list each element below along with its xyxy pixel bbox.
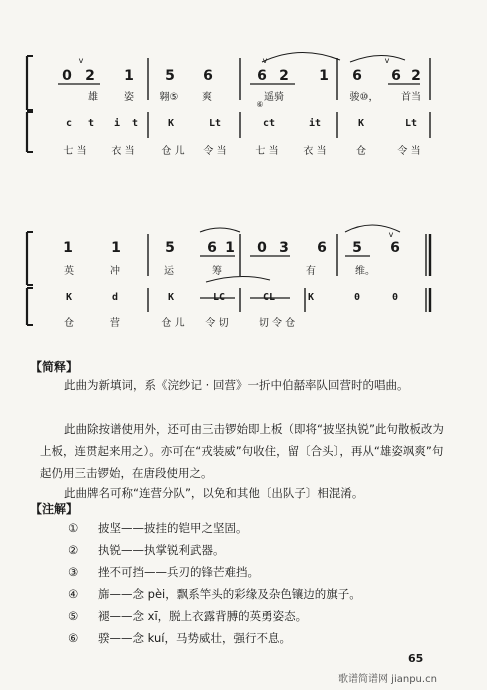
perc: t xyxy=(131,118,139,129)
annotation-text: 执锐——执掌锐利武器。 xyxy=(98,543,225,557)
note: 1 xyxy=(124,68,134,84)
note: 6 xyxy=(207,240,217,256)
annotation-item xyxy=(40,608,450,628)
perc-syllable: 七 当 xyxy=(255,146,279,157)
annotation-number: ① xyxy=(68,521,79,535)
perc-syllable: 仓 儿 xyxy=(161,318,185,329)
note: 2 xyxy=(85,68,95,84)
perc: K xyxy=(65,292,73,303)
annotation-item xyxy=(40,630,450,650)
breath-mark: v xyxy=(384,56,390,65)
note: 6 xyxy=(390,240,400,256)
perc: 0 xyxy=(353,292,361,303)
annotation-item xyxy=(40,564,450,584)
annotation-text: 旆——念 pèi，飘系竿头的彩缘及杂色镶边的旗子。 xyxy=(98,587,361,601)
perc: it xyxy=(308,118,322,129)
note: 5 xyxy=(165,68,175,84)
perc: K xyxy=(167,118,175,129)
lyric: 维。 xyxy=(355,266,375,277)
perc: Lt xyxy=(404,118,418,129)
note: 0 xyxy=(62,68,72,84)
perc: c xyxy=(65,118,73,129)
perc: K xyxy=(307,292,315,303)
annotation-text: 骙——念 kuí，马势威壮，强行不息。 xyxy=(98,631,291,645)
perc: i xyxy=(113,118,121,129)
watermark: 歌谱简谱网 jianpu.cn xyxy=(338,674,437,685)
annotation-number: ⑤ xyxy=(68,609,79,623)
lyric: 有 xyxy=(306,266,316,277)
note: 6 xyxy=(391,68,401,84)
perc-syllable: 七 当 xyxy=(63,146,87,157)
lyric: 姿 xyxy=(124,92,134,103)
perc-syllable: 衣 当 xyxy=(111,146,135,157)
note: 1 xyxy=(111,240,121,256)
perc: K xyxy=(357,118,365,129)
perc: CL xyxy=(262,292,276,303)
page-number: 65 xyxy=(408,652,424,665)
paragraph: 此曲除按谱使用外，还可由三击锣始即上板（即将“披坚执锐”此句散板改为上板，连贯起来用之）。亦可在“戎装威”句收住，留〔合头〕，再从“雄姿飒爽”句起仍用三击锣始，在唐段使用之。 xyxy=(40,422,444,480)
perc-syllable: 令 当 xyxy=(203,146,227,157)
note: 5 xyxy=(352,240,362,256)
perc-syllable: 仓 儿 xyxy=(161,146,185,157)
perc: Lt xyxy=(208,118,222,129)
perc: ct xyxy=(262,118,276,129)
note: 2 xyxy=(411,68,421,84)
note: 6 xyxy=(352,68,362,84)
note: 6 xyxy=(257,68,267,84)
breath-mark: v xyxy=(388,230,394,239)
annotation-number: ③ xyxy=(68,565,79,579)
perc-syllable: 衣 当 xyxy=(303,146,327,157)
note: 2 xyxy=(279,68,289,84)
annotation-item xyxy=(40,542,450,562)
note: 3 xyxy=(279,240,289,256)
perc: LC xyxy=(212,292,226,303)
note: 1 xyxy=(319,68,329,84)
lyric: 筹 xyxy=(212,266,222,277)
section-heading-zhushi: 【注解】 xyxy=(30,502,79,516)
lyric: 雄 xyxy=(88,92,98,103)
perc: K xyxy=(167,292,175,303)
lyric: 翱⑤ xyxy=(159,92,179,103)
section-heading-jianshi: 【简释】 xyxy=(30,360,79,374)
annotation-number: ④ xyxy=(68,587,79,601)
perc: t xyxy=(87,118,95,129)
lyric: 骏⑩， xyxy=(349,92,379,103)
perc: d xyxy=(111,292,119,303)
annotation-text: 褪——念 xī，脱上衣露背膊的英勇姿态。 xyxy=(98,609,308,623)
paragraph: 此曲牌名可称“连营分队”，以免和其他〔出队子〕相混淆。 xyxy=(64,486,364,500)
breath-mark: v xyxy=(78,56,84,65)
note: 1 xyxy=(63,240,73,256)
lyric: 冲 xyxy=(110,266,120,277)
lyric: 遥骑 xyxy=(264,92,284,103)
annotation-text: 挫不可挡——兵刃的锋芒难挡。 xyxy=(98,565,259,579)
annotation-number: ⑥ xyxy=(68,631,79,645)
perc-syllable: 切 令 仓 xyxy=(258,318,296,329)
note: 1 xyxy=(225,240,235,256)
annotation-text: 披坚——披挂的铠甲之坚固。 xyxy=(98,521,248,535)
perc-syllable: 令 当 xyxy=(397,146,421,157)
note: 6 xyxy=(203,68,213,84)
paragraph: 此曲为新填词，系《浣纱记 · 回营》一折中伯嚭率队回营时的唱曲。 xyxy=(64,378,409,392)
lyric: 运 xyxy=(164,266,174,277)
breath-mark: v xyxy=(262,56,268,65)
lyric: 爽 xyxy=(202,92,212,103)
lyric: 英 xyxy=(64,266,74,277)
note: 5 xyxy=(165,240,175,256)
perc-syllable: 仓 xyxy=(64,318,74,329)
note: 6 xyxy=(317,240,327,256)
perc-syllable: 营 xyxy=(110,318,120,329)
perc: 0 xyxy=(391,292,399,303)
annotation-number: ② xyxy=(68,543,79,557)
perc-syllable: 仓 xyxy=(356,146,366,157)
lyric: 首当 xyxy=(401,92,421,103)
annotation-item xyxy=(40,520,450,540)
lyric-mark: ⑥ xyxy=(256,100,264,109)
annotation-item xyxy=(40,586,450,606)
perc-syllable: 令 切 xyxy=(205,318,229,329)
note: 0 xyxy=(257,240,267,256)
